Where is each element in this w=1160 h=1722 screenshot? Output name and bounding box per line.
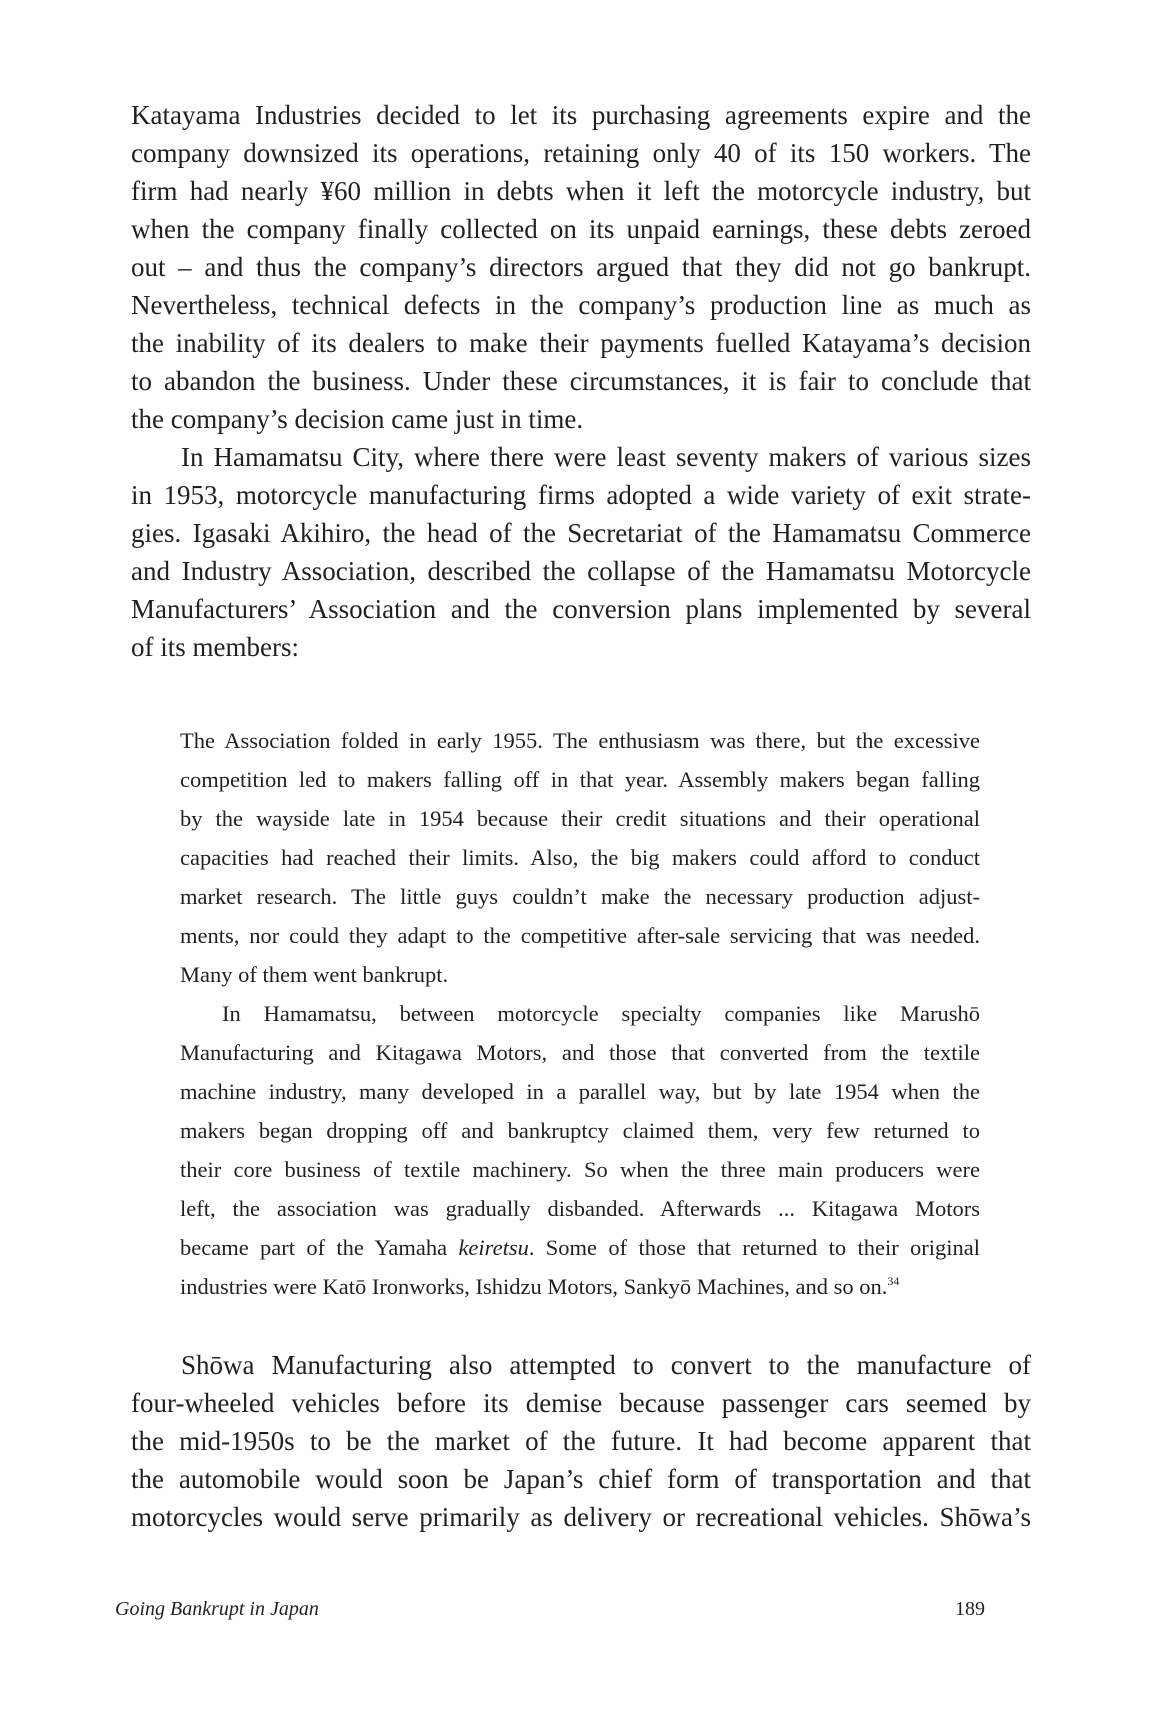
quote-text: became part of the Yamaha	[180, 1235, 459, 1260]
quote-text: . Some of those that returned to their original	[528, 1235, 980, 1260]
quote-line: makers began dropping off and bankruptcy claimed them, very few returned to	[180, 1118, 980, 1143]
text-line: when the company finally collected on its unpaid earnings, these debts zeroed	[131, 214, 1031, 244]
text-line: firm had nearly ¥60 million in debts when it left the motorcycle industry, but	[131, 176, 1031, 206]
text-line: Katayama Industries decided to let its purchasing agreements expire and the	[131, 100, 1031, 130]
paragraph-hamamatsu-city	[131, 438, 1031, 666]
keiretsu-term: keiretsu	[458, 1235, 529, 1260]
quote-line	[180, 1228, 980, 1267]
quote-text: industries were Katō Ironworks, Ishidzu Motors, Sankyō Machines, and so on.	[180, 1274, 888, 1299]
block-quote	[180, 721, 980, 1306]
quote-line: In Hamamatsu, between motorcycle specialty companies like Marushō	[222, 1001, 980, 1026]
text-line: to abandon the business. Under these circumstances, it is fair to conclude that	[131, 366, 1031, 396]
text-line: four-wheeled vehicles before its demise because passenger cars seemed by	[131, 1388, 1031, 1418]
text-line: gies. Igasaki Akihiro, the head of the Secretariat of the Hamamatsu Commerce	[131, 518, 1031, 548]
paragraph-showa	[131, 1346, 1031, 1536]
text-line: in 1953, motorcycle manufacturing firms adopted a wide variety of exit strate-	[131, 480, 1031, 510]
text-line: out – and thus the company’s directors argued that they did not go bankrupt.	[131, 252, 1031, 282]
quote-line: ments, nor could they adapt to the competitive after-sale servicing that was needed.	[180, 923, 980, 948]
quote-line: machine industry, many developed in a parallel way, but by late 1954 when the	[180, 1079, 980, 1104]
quote-line: The Association folded in early 1955. The enthusiasm was there, but the excessive	[180, 728, 980, 753]
text-line: Shōwa Manufacturing also attempted to convert to the manufacture of	[181, 1350, 1031, 1380]
running-head: Going Bankrupt in Japan	[115, 1598, 319, 1620]
quote-line: left, the association was gradually disbanded. Afterwards ... Kitagawa Motors	[180, 1196, 980, 1221]
text-line: the automobile would soon be Japan’s chief form of transportation and that	[131, 1464, 1031, 1494]
paragraph-katayama	[131, 96, 1031, 438]
page-number: 189	[955, 1598, 985, 1620]
quote-line	[180, 1267, 980, 1306]
text-line: the inability of its dealers to make their payments fuelled Katayama’s decision	[131, 328, 1031, 358]
footnote-reference[interactable]: 34	[887, 1274, 900, 1288]
text-line: and Industry Association, described the collapse of the Hamamatsu Motorcycle	[131, 556, 1031, 586]
text-line: motorcycles would serve primarily as delivery or recreational vehicles. Shōwa’s	[131, 1502, 1031, 1532]
quote-line: Manufacturing and Kitagawa Motors, and those that converted from the textile	[180, 1040, 980, 1065]
text-line: of its members:	[131, 632, 299, 662]
quote-line: capacities had reached their limits. Also, the big makers could afford to conduct	[180, 845, 980, 870]
text-line: Nevertheless, technical defects in the company’s production line as much as	[131, 290, 1031, 320]
quote-line: by the wayside late in 1954 because their credit situations and their operational	[180, 806, 980, 831]
text-line: company downsized its operations, retaining only 40 of its 150 workers. The	[131, 138, 1031, 168]
quote-line: competition led to makers falling off in that year. Assembly makers began falling	[180, 767, 980, 792]
text-line: the mid-1950s to be the market of the future. It had become apparent that	[131, 1426, 1031, 1456]
text-line: the company’s decision came just in time.	[131, 404, 584, 434]
quote-line: market research. The little guys couldn’t make the necessary production adjust-	[180, 884, 980, 909]
quote-line: their core business of textile machinery. So when the three main producers were	[180, 1157, 980, 1182]
text-line: In Hamamatsu City, where there were least seventy makers of various sizes	[181, 442, 1031, 472]
text-line: Manufacturers’ Association and the conversion plans implemented by several	[131, 594, 1031, 624]
quote-line: Many of them went bankrupt.	[180, 962, 449, 987]
